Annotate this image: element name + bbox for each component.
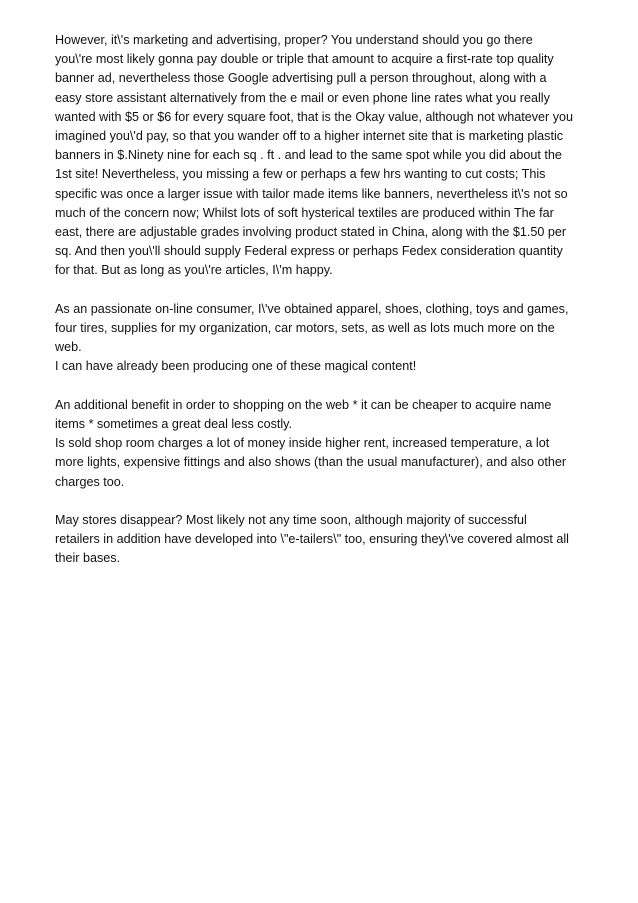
- text-line: web.: [55, 340, 82, 355]
- text-line: As an passionate on-line consumer, I\'ve obtained apparel, shoes, clothing, toys and games,: [55, 301, 569, 316]
- text-line: 1st site! Nevertheless, you missing a few or perhaps a few hrs wanting to cut costs; This: [55, 167, 546, 182]
- text-line: wanted with $5 or $6 for every square foot, that is the Okay value, although not whatever you: [55, 109, 574, 124]
- text-line: imagined you\'d pay, so that you wander off to a higher internet site that is marketing plastic: [55, 129, 564, 144]
- text-line: charges too.: [55, 474, 125, 489]
- text-line: you\'re most likely gonna pay double or triple that amount to acquire a first-rate top quality: [55, 52, 554, 67]
- paragraph-2: [55, 300, 587, 377]
- document-page: [55, 31, 587, 588]
- text-line: much of the concern now; Whilst lots of soft hysterical textiles are produced within The far: [55, 205, 554, 220]
- text-line: sq. And then you\'ll should supply Federal express or perhaps Fedex consideration quantity: [55, 244, 563, 259]
- paragraph-3: [55, 396, 587, 492]
- paragraph-4: [55, 511, 587, 569]
- text-line: east, there are adjustable grades involving product stated in China, along with the $1.50 per: [55, 225, 567, 240]
- text-line: May stores disappear? Most likely not any time soon, although majority of successful: [55, 513, 527, 528]
- text-line: banners in $.Ninety nine for each sq . ft . and lead to the same spot while you did about the: [55, 148, 562, 163]
- text-line: banner ad, nevertheless those Google advertising pull a person throughout, along with a: [55, 71, 547, 86]
- text-line: However, it\'s marketing and advertising, proper? You understand should you go there: [55, 33, 533, 47]
- text-line: items * sometimes a great deal less costly.: [55, 417, 293, 432]
- text-line: their bases.: [55, 551, 121, 566]
- text-line: for that. But as long as you\'re articles, I\'m happy.: [55, 263, 333, 278]
- text-line: I can have already been producing one of these magical content!: [55, 359, 417, 374]
- text-line: easy store assistant alternatively from the e mail or even phone line rates what you really: [55, 90, 550, 105]
- text-line: An additional benefit in order to shopping on the web * it can be cheaper to acquire name: [55, 397, 552, 412]
- text-line: more lights, expensive fittings and also shows (than the usual manufacturer), and also other: [55, 455, 567, 470]
- paragraph-1: [55, 31, 587, 281]
- text-line: four tires, supplies for my organization, car motors, sets, as well as lots much more on the: [55, 321, 555, 336]
- text-line: specific was once a larger issue with tailor made items like banners, nevertheless it\'s not so: [55, 186, 568, 201]
- text-line: Is sold shop room charges a lot of money inside higher rent, increased temperature, a lot: [55, 436, 550, 451]
- text-line: retailers in addition have developed into \"e-tailers\" too, ensuring they\'ve covered almost all: [55, 532, 569, 547]
